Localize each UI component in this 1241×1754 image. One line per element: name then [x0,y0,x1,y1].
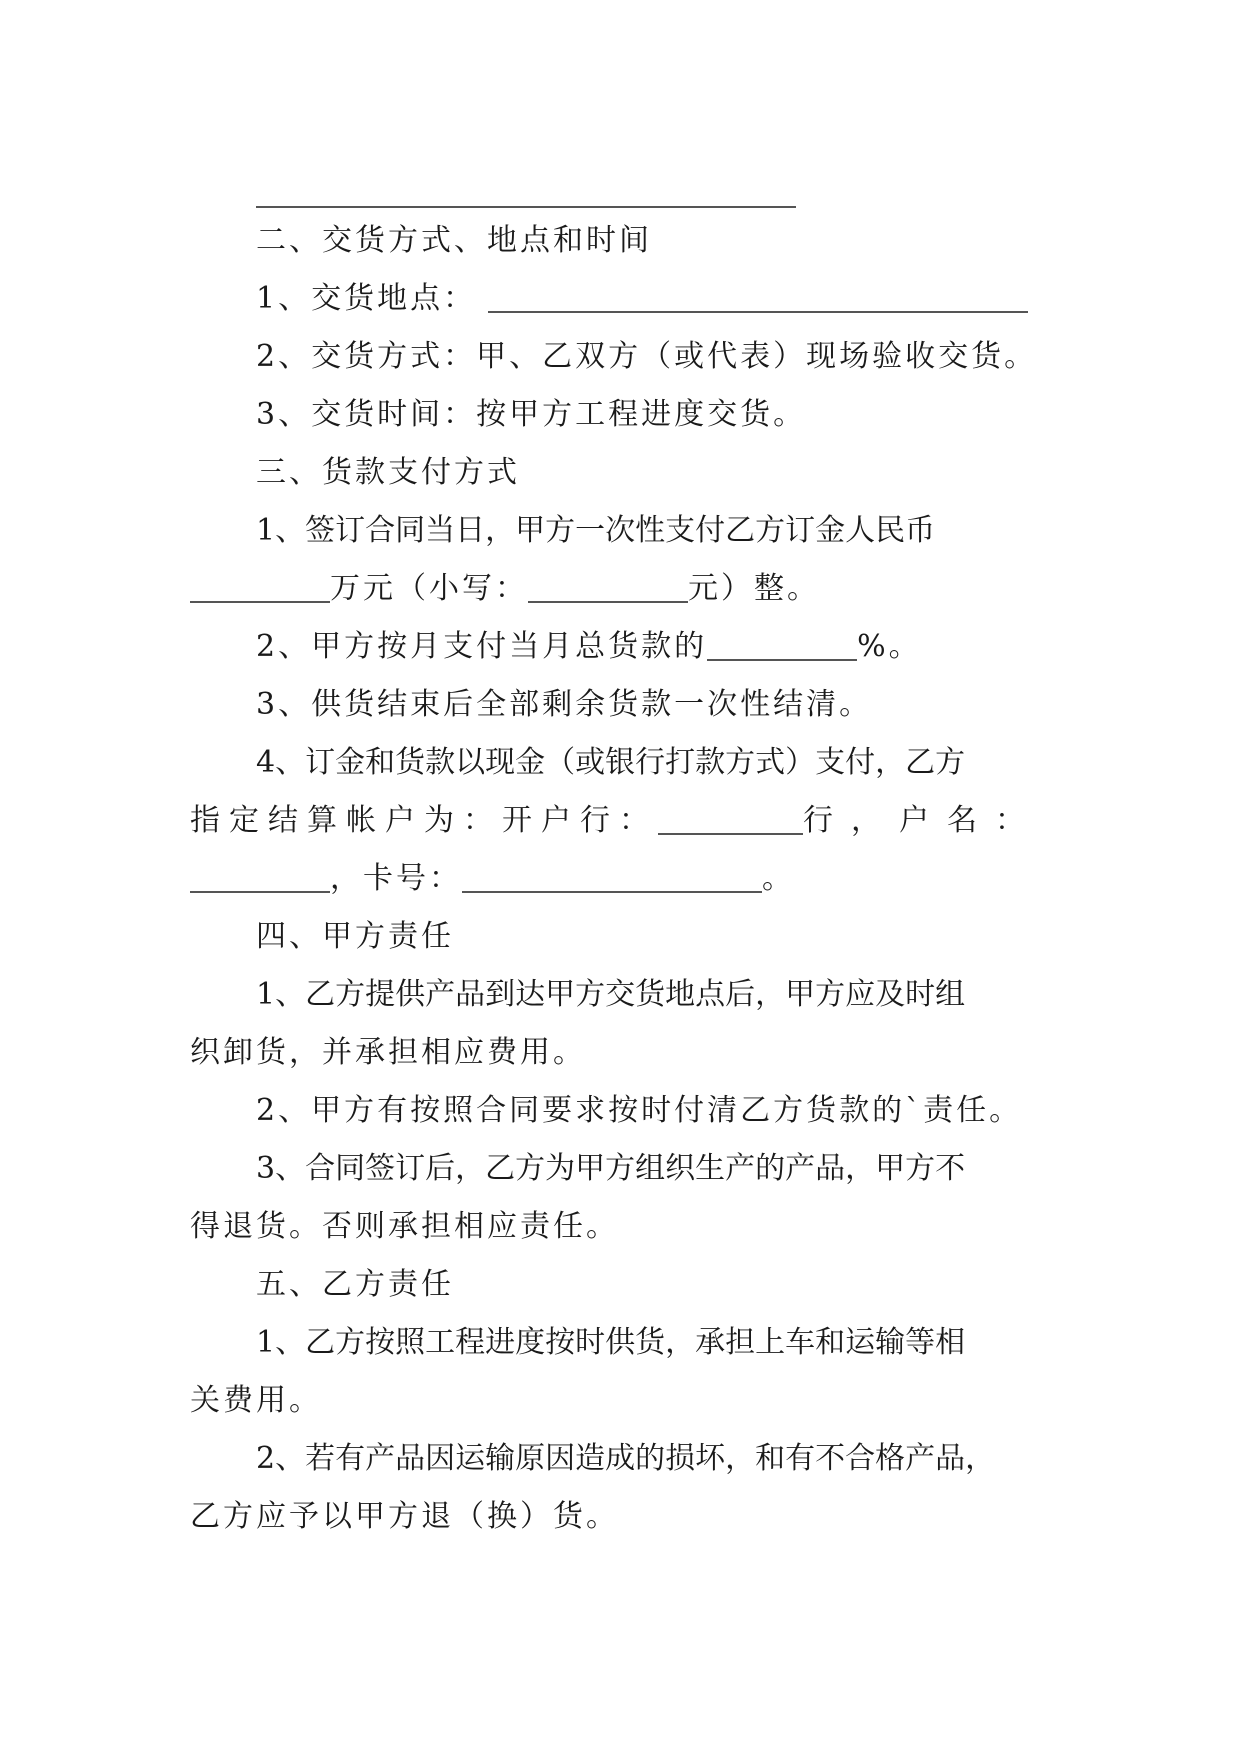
blank-underline [190,601,330,603]
paragraph-party-a-1-cont: 织卸货，并承担相应费用。 [190,1035,586,1070]
paragraph-delivery-method: 2、交货方式：甲、乙双方（或代表）现场验收交货。 [256,339,1038,374]
paragraph-deposit-amount: 万元（小写： 元）整。 [190,560,1060,618]
paragraph-party-b-2-cont: 乙方应予以甲方退（换）货。 [190,1499,619,1534]
paragraph-delivery-time: 3、交货时间：按甲方工程进度交货。 [256,397,807,432]
section-heading-delivery: 二、交货方式、地点和时间 [256,223,652,258]
blank-underline [488,311,1028,313]
paragraph-delivery-location: 1、交货地点： [256,270,1060,328]
paragraph-party-a-2: 2、甲方有按照合同要求按时付清乙方货款的`责任。 [256,1093,1023,1128]
paragraph-final-settlement: 3、供货结束后全部剩余货款一次性结清。 [256,687,873,722]
paragraph-monthly-payment: 2、甲方按月支付当月总货款的 %。 [256,629,922,664]
paragraph-party-a-1: 1、乙方提供产品到达甲方交货地点后，甲方应及时组 [256,977,966,1012]
section-heading-party-b: 五、乙方责任 [256,1267,454,1302]
paragraph-payment-method: 4、订金和货款以现金（或银行打款方式）支付，乙方 [256,745,966,780]
paragraph-party-a-3-cont: 得退货。否则承担相应责任。 [190,1209,619,1244]
paragraph-account-card: ，卡号： 。 [190,850,1060,908]
blank-underline [256,206,796,208]
paragraph-party-b-1: 1、乙方按照工程进度按时供货，承担上车和运输等相 [256,1325,966,1360]
blank-underline [462,891,762,893]
blank-underline [658,833,803,835]
paragraph-party-b-2: 2、若有产品因运输原因造成的损坏，和有不合格产品， [256,1441,996,1476]
paragraph-account-bank: 指定结算帐户为：开户行： 行，户名： [190,803,1043,838]
section-heading-payment: 三、货款支付方式 [256,455,520,490]
blank-underline [707,659,857,661]
paragraph-deposit: 1、签订合同当日，甲方一次性支付乙方订金人民币 [256,513,936,548]
paragraph-party-a-3: 3、合同签订后，乙方为甲方组织生产的产品，甲方不 [256,1151,966,1186]
section-heading-party-a: 四、甲方责任 [256,919,454,954]
paragraph-party-b-1-cont: 关费用。 [190,1383,322,1418]
blank-underline [528,601,688,603]
blank-underline [190,891,330,893]
